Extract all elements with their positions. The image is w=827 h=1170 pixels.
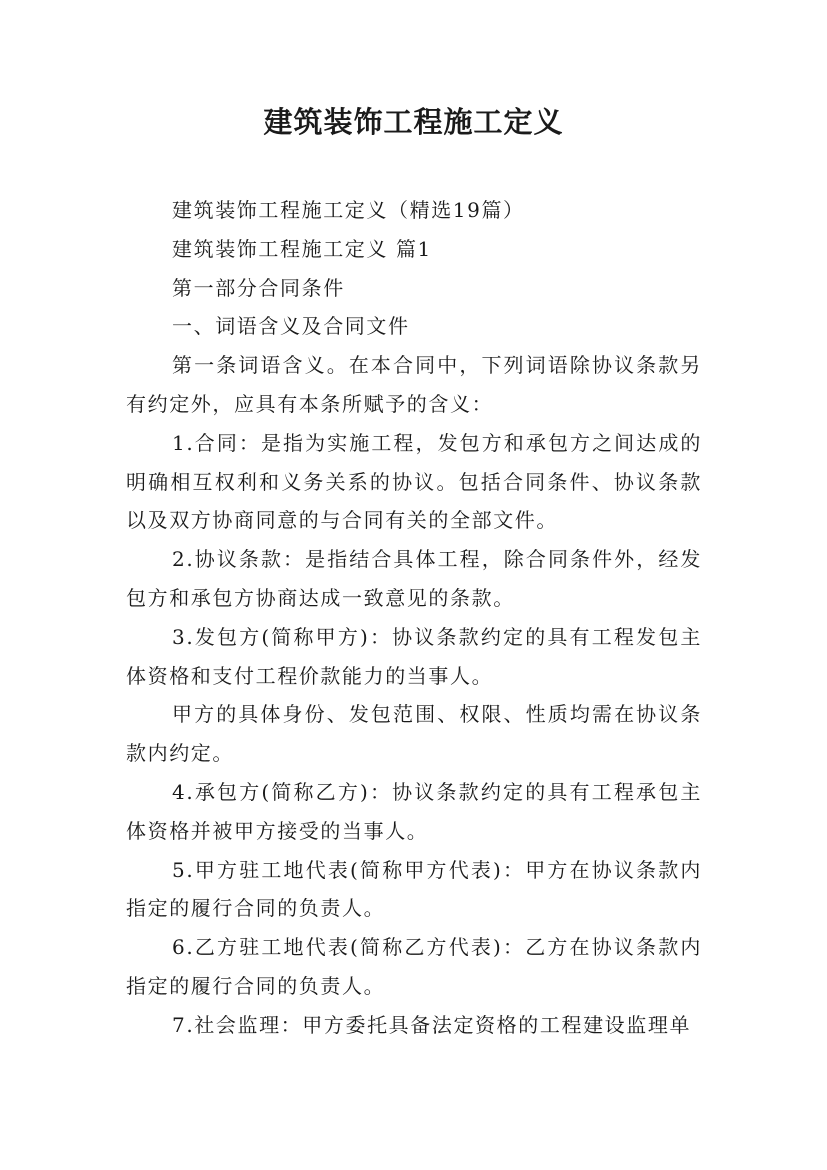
paragraph-clause-4: 4.承包方(简称乙方)：协议条款约定的具有工程承包主体资格并被甲方接受的当事人。 [126,779,702,843]
document-title: 建筑装饰工程施工定义 [263,105,564,139]
paragraph-clause-3: 3.发包方(简称甲方)：协议条款约定的具有工程发包主体资格和支付工程价款能力的当事人。 [126,624,702,688]
paragraph-section-heading: 建筑装饰工程施工定义 篇1 [172,236,432,261]
paragraph-clause-7: 7.社会监理：甲方委托具备法定资格的工程建设监理单 [172,1012,692,1037]
paragraph-clause-1: 1.合同：是指为实施工程，发包方和承包方之间达成的明确相互权利和义务关系的协议。包括合同条件、协议条款以及双方协商同意的与合同有关的全部文件。 [126,430,702,533]
paragraph-chapter-heading: 一、词语含义及合同文件 [172,314,410,339]
paragraph-clause-6: 6.乙方驻工地代表(简称乙方代表)：乙方在协议条款内指定的履行合同的负责人。 [126,935,702,998]
paragraph-clause-3-note: 甲方的具体身份、发包范围、权限、性质均需在协议条款内约定。 [126,702,702,766]
paragraph-article-1: 第一条词语含义。在本合同中，下列词语除协议条款另有约定外，应具有本条所赋予的含义： [126,353,702,416]
paragraph-subtitle: 建筑装饰工程施工定义（精选19篇） [172,198,525,222]
paragraph-clause-2: 2.协议条款：是指结合具体工程，除合同条件外，经发包方和承包方协商达成一致意见的条款。 [126,547,702,610]
document-body [126,191,702,1045]
paragraph-clause-5: 5.甲方驻工地代表(简称甲方代表)：甲方在协议条款内指定的履行合同的负责人。 [126,857,702,921]
paragraph-part-heading: 第一部分合同条件 [172,275,345,300]
